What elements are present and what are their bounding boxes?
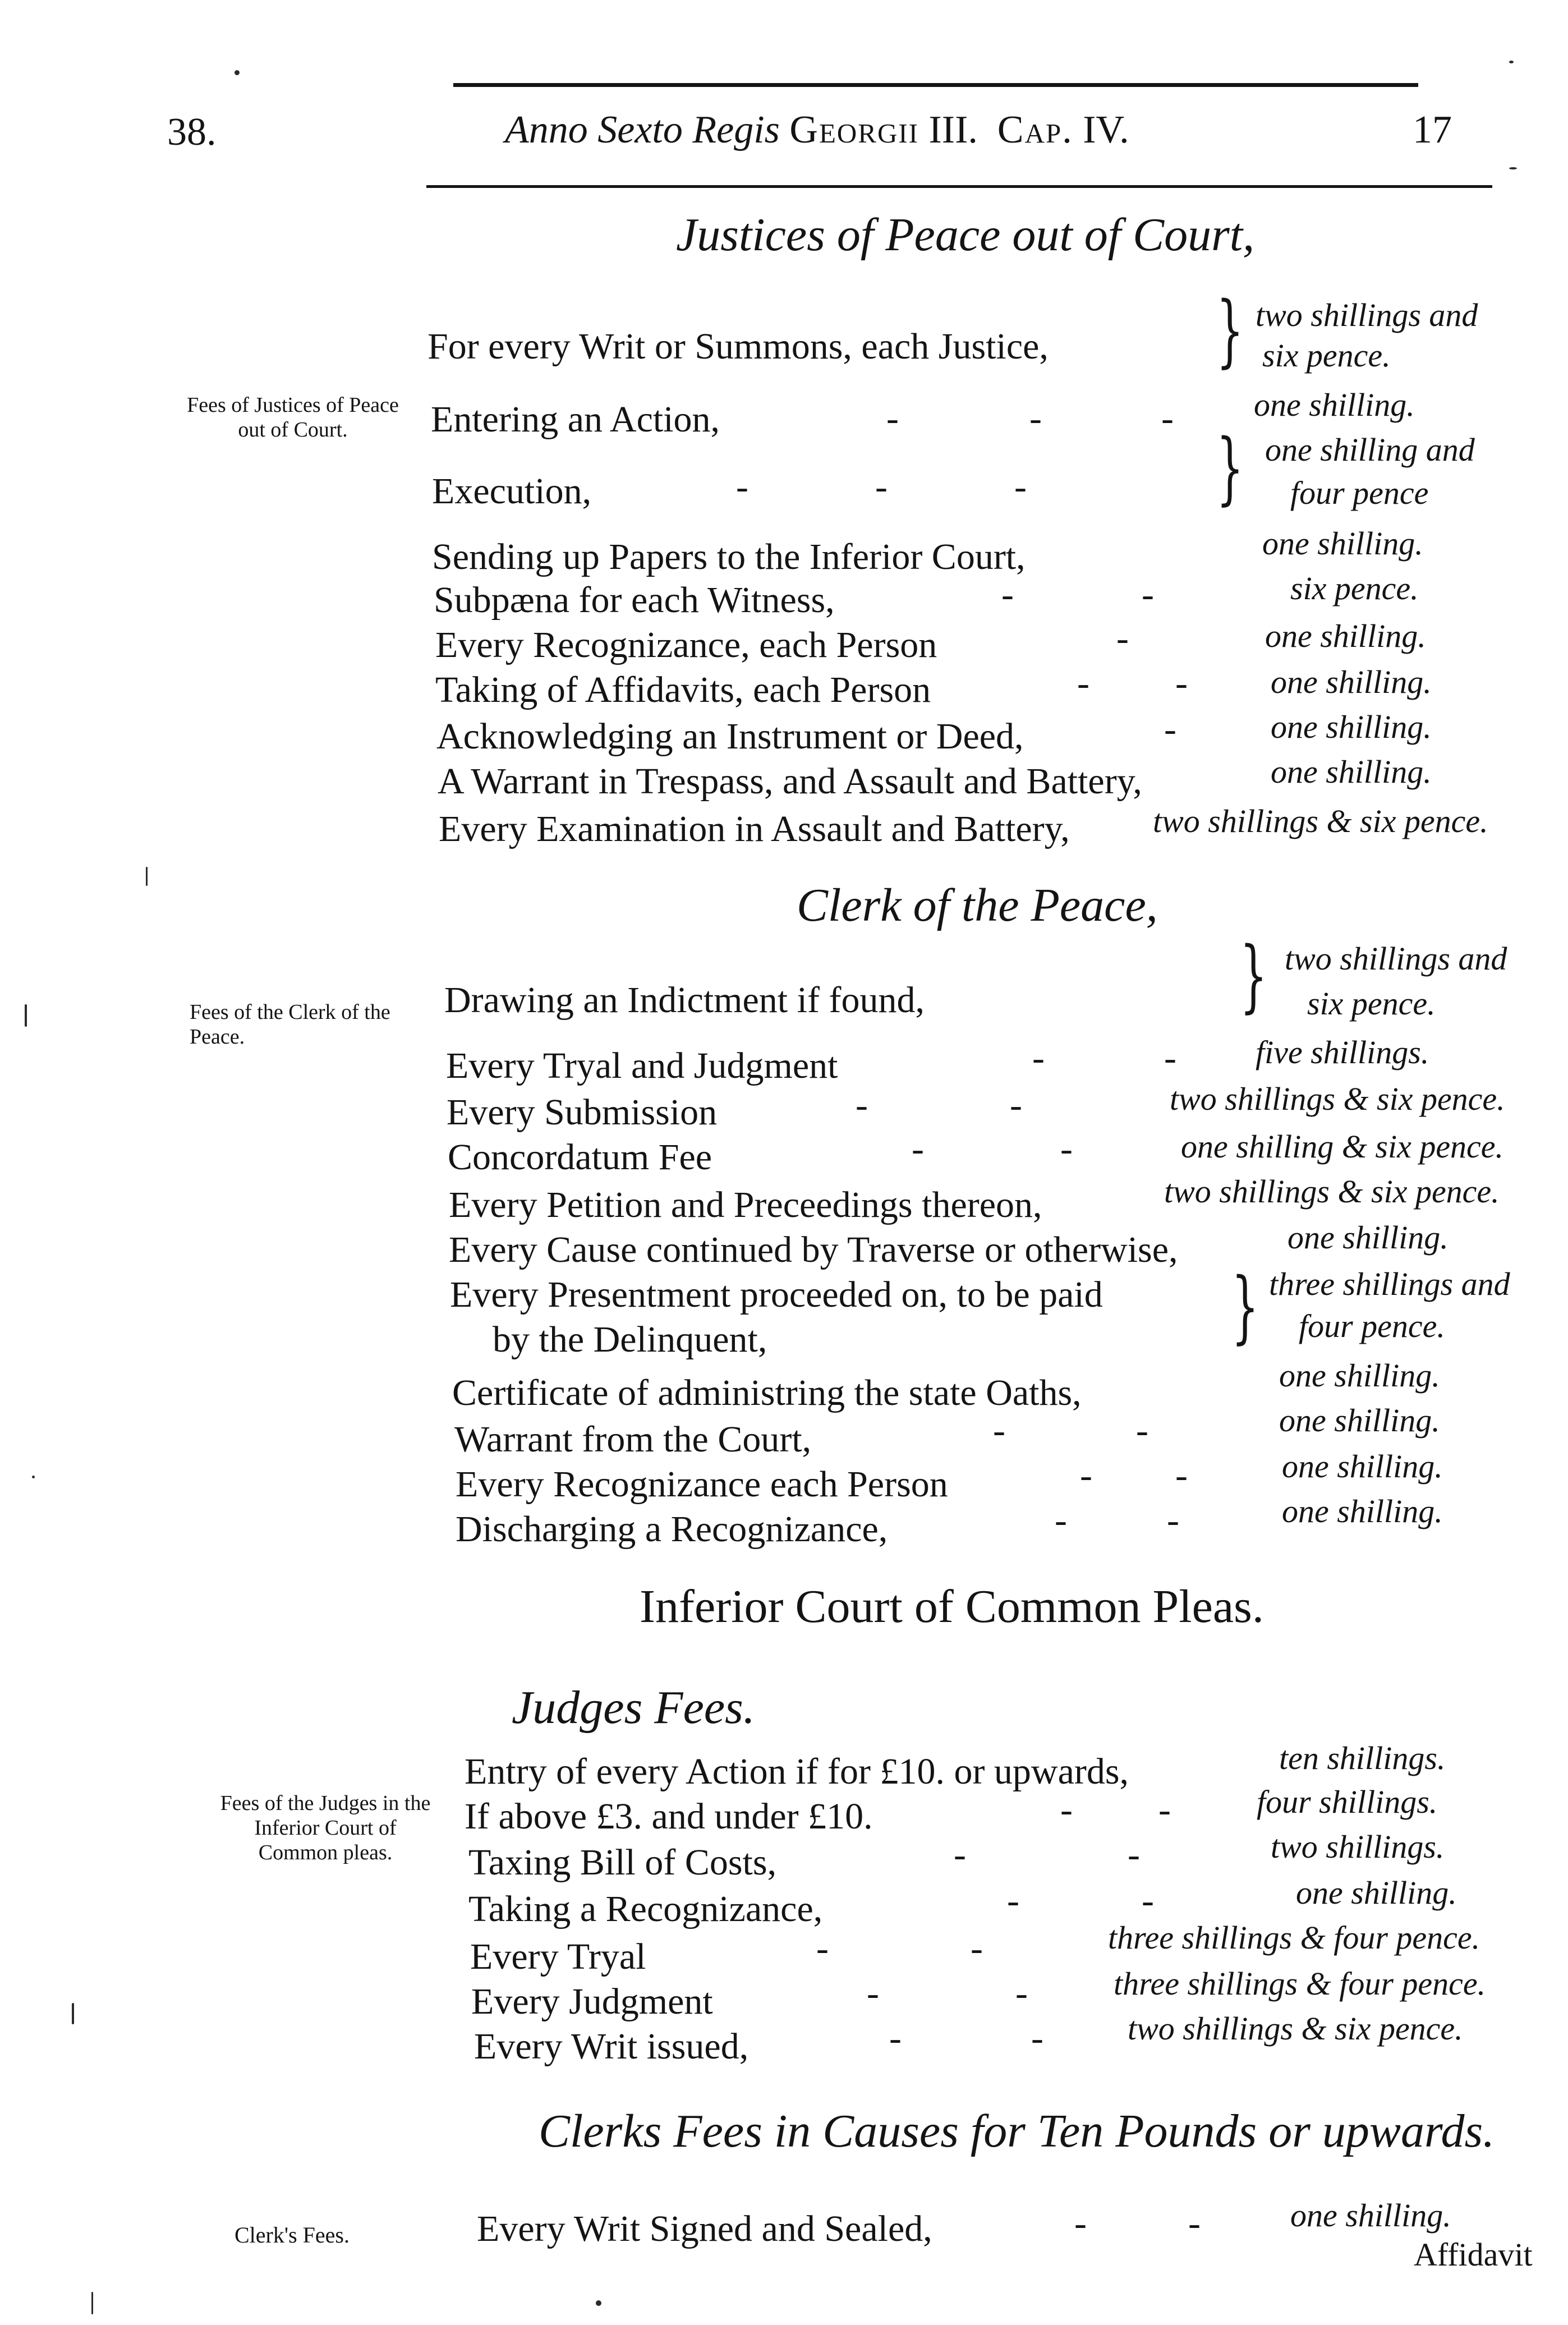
fee-item-label: A Warrant in Trespass, and Assault and Battery, (438, 761, 1142, 802)
section-heading-clerk-peace: Clerk of the Peace, (797, 879, 1158, 931)
fee-item-label: Every Recognizance each Person (456, 1464, 948, 1505)
fee-amount: one shilling. (1282, 1493, 1443, 1529)
dash: - (1164, 709, 1176, 750)
fee-item-label: Warrant from the Court, (454, 1419, 812, 1460)
dash: - (1014, 466, 1027, 507)
fee-amount: one shilling. (1271, 664, 1432, 700)
header-rule-top (453, 83, 1418, 87)
fee-amount: four shillings. (1257, 1784, 1438, 1820)
fee-item-label: Every Presentment proceeded on, to be paid (450, 1274, 1103, 1315)
dash: - (1158, 1789, 1171, 1830)
fee-item-label: Every Recognizance, each Person (435, 624, 937, 665)
fee-item-label: Sending up Papers to the Inferior Court, (432, 536, 1026, 577)
dash: - (1142, 574, 1154, 615)
dash: - (971, 1928, 983, 1969)
side-note-clerks: Clerk's Fees. (234, 2222, 350, 2248)
fee-item-label: Entering an Action, (431, 399, 720, 440)
page-number: 38. (167, 111, 217, 154)
fee-item-label: Every Cause continued by Traverse or otherwise, (449, 1229, 1178, 1270)
dash: - (1142, 1880, 1154, 1921)
dash: - (954, 1834, 966, 1875)
section-heading-justices: Justices of Peace out of Court, (676, 209, 1255, 261)
scan-speck (1509, 167, 1517, 169)
dash: - (1161, 398, 1174, 439)
fee-amount: one shilling. (1296, 1874, 1457, 1911)
fee-item-label: Every Writ Signed and Sealed, (477, 2208, 932, 2249)
scan-speck (1509, 61, 1514, 63)
fee-brace: } (1231, 1261, 1259, 1353)
fee-amount: one shilling. (1279, 1357, 1440, 1394)
fee-amount: four pence (1290, 475, 1429, 511)
dash: - (1060, 1128, 1073, 1169)
dash: - (1001, 574, 1014, 615)
fee-amount: three shillings & four pence. (1114, 1965, 1486, 2002)
fee-amount: five shillings. (1256, 1034, 1429, 1070)
fee-item-label: Concordatum Fee (448, 1137, 712, 1178)
catchword-year: 17 (1413, 108, 1452, 151)
side-note-clerk-peace: Fees of the Clerk of the Peace. (190, 1000, 390, 1049)
fee-item-label: Every Tryal and Judgment (446, 1045, 838, 1086)
dash: - (1007, 1880, 1019, 1921)
section-heading-clerks: Clerks Fees in Causes for Ten Pounds or upwards. (539, 2105, 1495, 2157)
fee-item-label: by the Delinquent, (493, 1319, 767, 1360)
fee-item-label: Every Submission (447, 1092, 718, 1133)
fee-amount: six pence. (1290, 570, 1419, 606)
fee-amount: one shilling & six pence. (1181, 1128, 1504, 1165)
dash: - (875, 466, 888, 507)
scan-speck (25, 1004, 27, 1027)
dash: - (886, 398, 899, 439)
dash: - (1032, 1037, 1045, 1078)
fee-amount: two shillings. (1271, 1828, 1445, 1865)
dash: - (736, 466, 748, 507)
fee-amount: two shillings & six pence. (1164, 1173, 1500, 1210)
running-title: Anno Sexto Regis Georgii III. Cap. IV. (505, 108, 1129, 151)
dash: - (1060, 1789, 1073, 1830)
dash: - (1128, 1834, 1140, 1875)
fee-amount: one shilling. (1290, 2197, 1451, 2234)
dash: - (1175, 663, 1188, 704)
fee-item-label: Discharging a Recognizance, (456, 1509, 888, 1550)
fee-item-label: Every Tryal (470, 1936, 646, 1977)
dash: - (1188, 2203, 1201, 2244)
catchword: Affidavit (1414, 2236, 1533, 2273)
fee-amount: six pence. (1307, 985, 1436, 1022)
fee-item-label: Execution, (432, 471, 592, 512)
fee-amount: four pence. (1299, 1308, 1445, 1344)
fee-item-label: Taking a Recognizance, (468, 1889, 823, 1929)
fee-item-label: Certificate of administring the state Oaths, (452, 1372, 1082, 1413)
fee-amount: one shilling and (1265, 431, 1475, 468)
scan-speck (91, 2292, 93, 2314)
dash: - (1074, 2203, 1087, 2244)
fee-amount: two shillings & six pence. (1128, 2010, 1463, 2047)
fee-item-label: Every Judgment (471, 1981, 713, 2022)
dash: - (889, 2018, 902, 2059)
header-rule-bottom (426, 185, 1492, 188)
fee-amount: two shillings & six pence. (1170, 1081, 1505, 1117)
scan-speck (32, 1476, 35, 1478)
fee-amount: one shilling. (1271, 709, 1432, 745)
fee-amount: one shilling. (1282, 1448, 1443, 1485)
dash: - (1136, 1410, 1148, 1451)
fee-amount: one shilling. (1287, 1219, 1449, 1256)
fee-amount: one shilling. (1265, 618, 1426, 654)
fee-amount: one shilling. (1271, 753, 1432, 790)
fee-amount: ten shillings. (1279, 1740, 1446, 1776)
dash: - (816, 1928, 829, 1969)
fee-amount: six pence. (1262, 337, 1391, 374)
fee-brace: } (1216, 285, 1244, 376)
dash: - (867, 1973, 879, 2014)
fee-item-label: Subpæna for each Witness, (434, 580, 835, 621)
fee-item-label: Every Petition and Preceedings thereon, (449, 1184, 1042, 1225)
fee-brace: } (1216, 422, 1244, 514)
dash: - (1116, 618, 1129, 659)
dash: - (1175, 1455, 1188, 1496)
dash: - (993, 1410, 1005, 1451)
fee-amount: one shilling. (1279, 1402, 1440, 1439)
fee-item-label: Entry of every Action if for £10. or upwards, (465, 1751, 1129, 1792)
dash: - (856, 1085, 868, 1125)
dash: - (1077, 663, 1089, 704)
fee-item-label: Acknowledging an Instrument or Deed, (436, 716, 1024, 757)
fee-item-label: If above £3. and under £10. (465, 1796, 873, 1837)
dash: - (1055, 1500, 1067, 1541)
dash: - (1010, 1085, 1022, 1125)
scan-speck (72, 2003, 74, 2024)
dash: - (1015, 1973, 1028, 2014)
fee-amount: one shilling. (1254, 387, 1415, 423)
dash: - (1031, 2018, 1043, 2059)
fee-item-label: For every Writ or Summons, each Justice, (427, 326, 1049, 367)
side-note-justices: Fees of Justices of Peace out of Court. (187, 393, 399, 442)
fee-amount: two shillings and (1256, 297, 1478, 333)
fee-item-label: Every Examination in Assault and Battery, (439, 808, 1070, 849)
fee-amount: two shillings and (1285, 940, 1507, 977)
section-heading-judges: Judges Fees. (512, 1681, 755, 1734)
fee-brace: } (1240, 930, 1267, 1022)
dash: - (1164, 1037, 1176, 1078)
side-note-judges: Fees of the Judges in the Inferior Court of Common pleas. (220, 1791, 431, 1864)
scan-speck (234, 70, 240, 75)
dash: - (1029, 398, 1042, 439)
scan-speck (596, 2300, 601, 2306)
fee-item-label: Every Writ issued, (474, 2026, 749, 2067)
fee-item-label: Taxing Bill of Costs, (468, 1842, 777, 1883)
dash: - (1080, 1455, 1092, 1496)
scan-speck (146, 867, 148, 886)
fee-item-label: Taking of Affidavits, each Person (435, 669, 931, 710)
fee-amount: two shillings & six pence. (1153, 803, 1488, 839)
fee-item-label: Drawing an Indictment if found, (444, 980, 925, 1021)
fee-amount: one shilling. (1262, 525, 1423, 562)
dash: - (912, 1128, 924, 1169)
section-heading-inferior-court: Inferior Court of Common Pleas. (640, 1580, 1264, 1633)
fee-amount: three shillings and (1269, 1266, 1510, 1302)
fee-amount: three shillings & four pence. (1108, 1919, 1480, 1956)
dash: - (1167, 1500, 1179, 1541)
